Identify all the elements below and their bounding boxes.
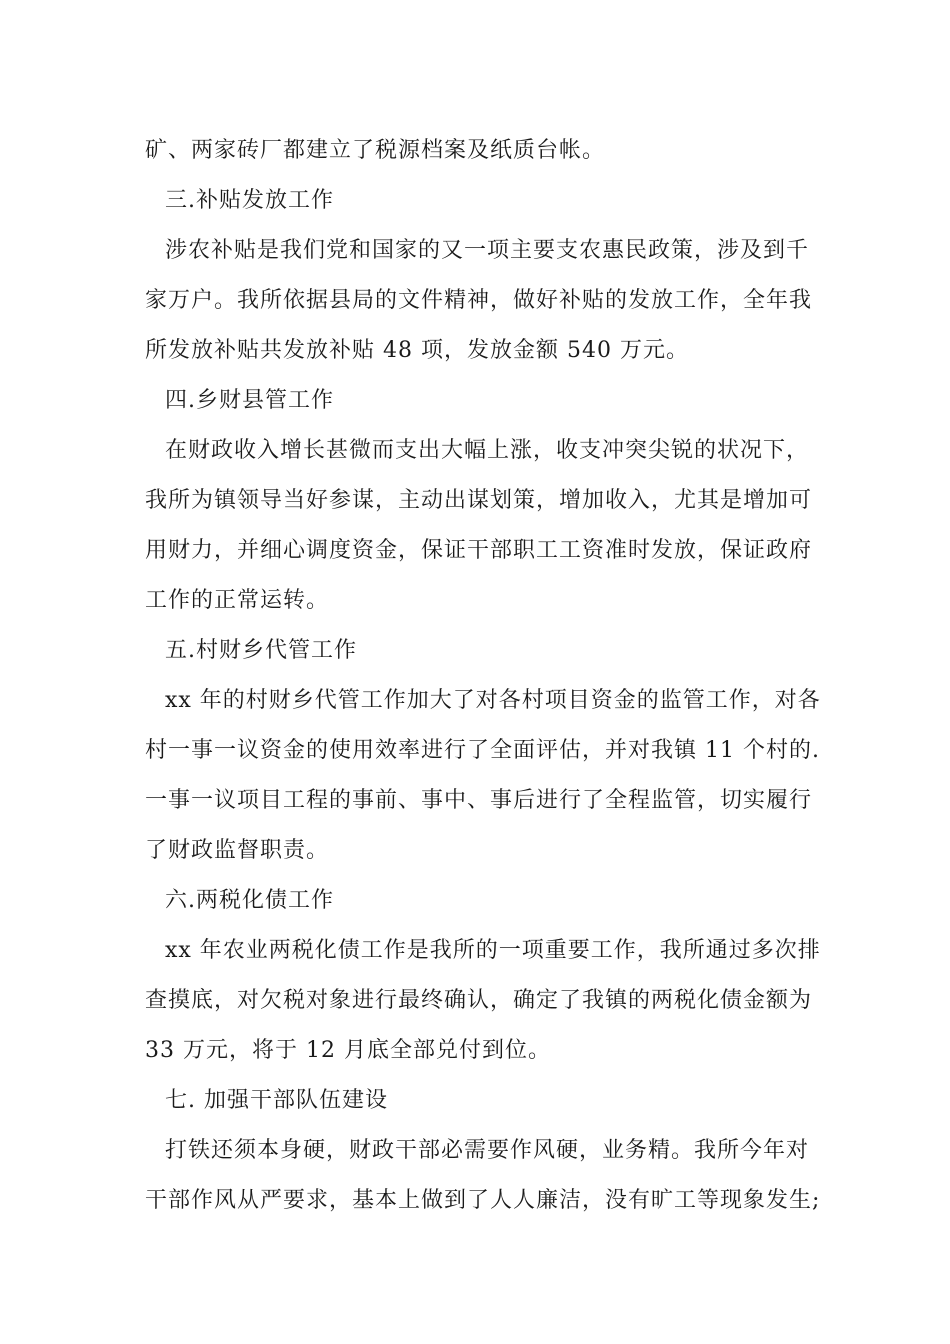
- text-line: xx 年农业两税化债工作是我所的一项重要工作，我所通过多次排: [165, 938, 821, 963]
- text-line: 查摸底，对欠税对象进行最终确认，确定了我镇的两税化债金额为: [145, 988, 813, 1013]
- text-line: 村一事一议资金的使用效率进行了全面评估，并对我镇 11 个村的.: [145, 738, 820, 763]
- text-line: 家万户。我所依据县局的文件精神，做好补贴的发放工作，全年我: [145, 288, 813, 313]
- text-line: 在财政收入增长甚微而支出大幅上涨，收支冲突尖锐的状况下，: [165, 438, 810, 463]
- text-line: 用财力，并细心调度资金，保证干部职工工资准时发放，保证政府: [145, 538, 813, 563]
- text-line: 矿、两家砖厂都建立了税源档案及纸质台帐。: [145, 138, 606, 163]
- section-heading: 五.村财乡代管工作: [165, 638, 357, 663]
- text-line: xx 年的村财乡代管工作加大了对各村项目资金的监管工作，对各: [165, 688, 821, 713]
- text-line: 一事一议项目工程的事前、事中、事后进行了全程监管，切实履行: [145, 788, 813, 813]
- text-line: 工作的正常运转。: [145, 588, 330, 613]
- text-line: 所发放补贴共发放补贴 48 项，发放金额 540 万元。: [145, 338, 689, 363]
- section-heading: 七. 加强干部队伍建设: [165, 1088, 388, 1113]
- text-line: 涉农补贴是我们党和国家的又一项主要支农惠民政策，涉及到千: [165, 238, 810, 263]
- text-line: 我所为镇领导当好参谋，主动出谋划策，增加收入，尤其是增加可: [145, 488, 813, 513]
- text-line: 干部作风从严要求，基本上做到了人人廉洁，没有旷工等现象发生;: [145, 1188, 821, 1213]
- section-heading: 四.乡财县管工作: [165, 388, 334, 413]
- text-line: 了财政监督职责。: [145, 838, 330, 863]
- text-line: 33 万元，将于 12 月底全部兑付到位。: [145, 1038, 551, 1063]
- text-line: 打铁还须本身硬，财政干部必需要作风硬，业务精。我所今年对: [165, 1138, 810, 1163]
- document-body: [145, 126, 821, 1226]
- section-heading: 六.两税化债工作: [165, 888, 334, 913]
- section-heading: 三.补贴发放工作: [165, 188, 334, 213]
